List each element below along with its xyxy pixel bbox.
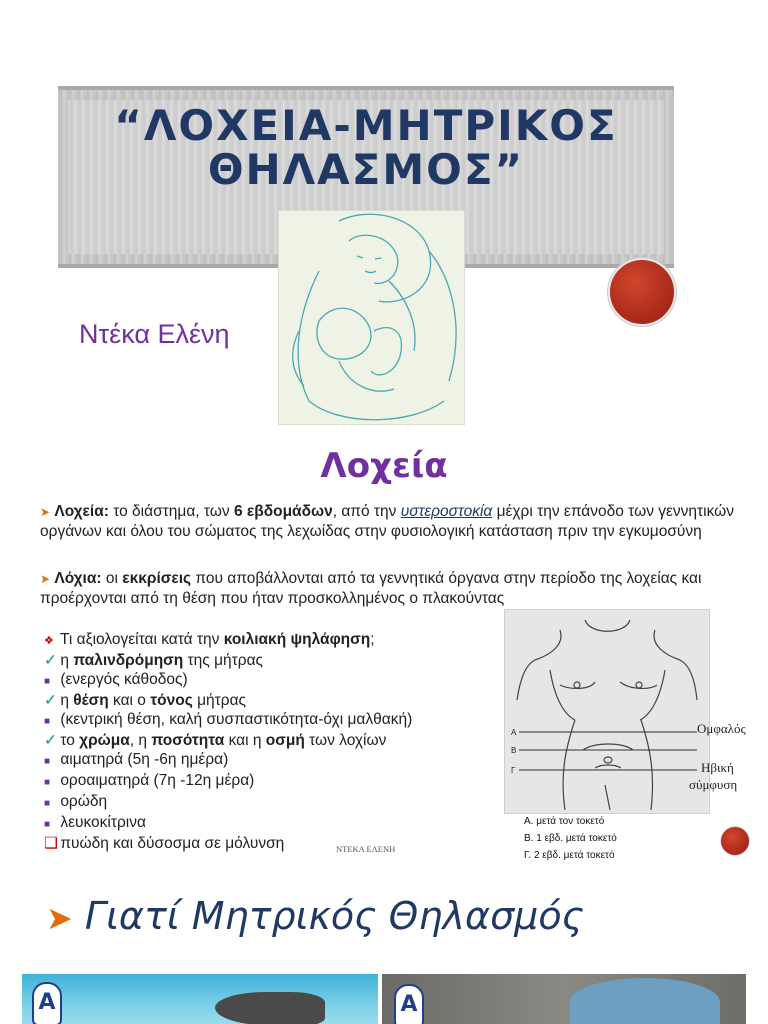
check-bullet-icon: ✓: [44, 652, 57, 669]
emphasis: κοιλιακή ψηλάφηση: [223, 631, 371, 648]
emphasis: θέση: [73, 692, 109, 709]
term: Λόχια:: [54, 570, 102, 587]
text: μέχρι την επάνοδο των γεννητικών οργάνων και όλου του σώματος της λεχωίδας στην φυσιολογική κατάσταση πριν την εγκυμοσύνη: [40, 503, 735, 540]
check-bullet-icon: ✓: [44, 732, 57, 749]
text: ;: [370, 631, 375, 648]
emphasis: οσμή: [265, 732, 305, 749]
text: η: [60, 692, 74, 709]
emphasis: χρώμα: [79, 732, 130, 749]
label-omfalos: Ομφαλός: [697, 721, 746, 736]
label-hbiki: Ηβική: [701, 760, 734, 775]
definition-lochia-secretions: [40, 569, 740, 608]
list-item: [44, 792, 484, 813]
list-item: [44, 834, 484, 853]
text: η: [60, 652, 74, 669]
slide-footer: ΝΤΕΚΑ ΕΛΕΝΗ: [336, 844, 396, 854]
title-line-2: ΘΗΛΑΣΜΟΣ”: [207, 145, 525, 194]
text: των λοχίων: [304, 732, 387, 749]
axis-label-b: Β: [511, 746, 517, 755]
square-bullet-icon: ■: [44, 676, 51, 687]
list-item: [44, 731, 484, 750]
heading-text: Γιατί Μητρικός Θηλασμός: [84, 894, 584, 938]
list-item: [44, 771, 484, 792]
text: , η: [129, 732, 152, 749]
square-bullet-icon: ■: [44, 716, 51, 727]
axis-label-a: Α: [511, 728, 517, 737]
logo-letter: A: [38, 990, 56, 1015]
slide3-heading: [46, 894, 584, 938]
text: και η: [224, 732, 266, 749]
text: (ενεργός κάθοδος): [60, 671, 188, 688]
author-name: Ντέκα Ελένη: [79, 319, 230, 349]
text: Τι αξιολογείται κατά την: [60, 631, 224, 648]
text: οι: [101, 570, 123, 587]
drawing-sketch: [279, 211, 466, 426]
list-item: [44, 630, 484, 651]
square-bullet-icon: ■: [44, 819, 51, 830]
text: και ο: [108, 692, 151, 709]
dolphin-shape: [215, 992, 325, 1024]
diamond-bullet-icon: ❖: [44, 635, 54, 647]
text: αιματηρά (5η -6η ημέρα): [60, 751, 229, 768]
check-bullet-icon: ✓: [44, 692, 57, 709]
text: ορώδη: [60, 793, 108, 810]
text: το: [60, 732, 80, 749]
square-bullet-icon: ■: [44, 798, 51, 809]
arrow-bullet-icon: ➤: [40, 505, 51, 519]
mother-child-drawing: [278, 210, 465, 425]
slide-title: [0, 0, 768, 430]
brand-logo-icon: [32, 982, 62, 1024]
text: , από την: [332, 503, 401, 520]
logo-letter: A: [400, 992, 418, 1017]
brand-logo-icon: [394, 984, 424, 1024]
emphasis: τόνος: [150, 692, 193, 709]
emphasis: εκκρίσεις: [122, 570, 192, 587]
assessment-list: [44, 630, 484, 853]
term: Λοχεία:: [54, 503, 109, 520]
checkbox-bullet-icon: ❑: [44, 835, 58, 852]
torso-sketch: [505, 610, 711, 815]
emphasis: παλινδρόμηση: [73, 652, 184, 669]
section-heading: Λοχεία: [320, 446, 448, 486]
decorative-circle-icon: [608, 258, 676, 326]
emphasis: 6 εβδομάδων: [233, 503, 333, 520]
text: της μήτρας: [183, 652, 263, 669]
legend-item: Γ. 2 εβδ. μετά τοκετό: [524, 850, 615, 861]
text: οροαιματηρά (7η -12η μέρα): [60, 772, 255, 789]
list-item: [44, 813, 484, 834]
label-symfysi: σύμφυση: [689, 777, 738, 792]
text: μήτρας: [192, 692, 246, 709]
list-item: [44, 750, 484, 771]
emphasis: ποσότητα: [151, 732, 225, 749]
legend-item: Β. 1 εβδ. μετά τοκετό: [524, 833, 617, 844]
legend-item: Α. μετά τον τοκετό: [524, 816, 605, 827]
definition-lochia-period: [40, 502, 740, 541]
list-item: [44, 670, 484, 691]
square-bullet-icon: ■: [44, 756, 51, 767]
text: που αποβάλλονται από τα γεννητικά όργανα στην περίοδο της λοχείας και προέρχονται από τη θέση που ήταν προσκολλημένος ο πλακούντας: [40, 570, 702, 607]
uterus-position-figure: [504, 609, 710, 814]
axis-label-g: Γ: [511, 766, 516, 775]
text: πυώδη και δύσοσμα σε μόλυνση: [60, 835, 285, 852]
text: λευκοκίτρινα: [60, 814, 146, 831]
arrow-bullet-icon: ➤: [40, 572, 51, 586]
list-item: [44, 691, 484, 710]
decorative-circle-icon: [720, 826, 750, 856]
title-line-1: “ΛΟΧΕΙΑ-ΜΗΤΡΙΚΟΣ: [114, 101, 618, 150]
fish-shape: [570, 978, 720, 1024]
text: το διάστημα, των: [108, 503, 234, 520]
page-title: [58, 101, 674, 194]
emphasis-italic: υστεροστοκία: [400, 503, 493, 520]
list-item: [44, 710, 484, 731]
figure-legend: [524, 813, 617, 864]
square-bullet-icon: ■: [44, 777, 51, 788]
list-item: [44, 651, 484, 670]
arrow-bullet-icon: ➤: [46, 899, 73, 937]
text: (κεντρική θέση, καλή συσπαστικότητα-όχι μαλθακή): [60, 711, 413, 728]
